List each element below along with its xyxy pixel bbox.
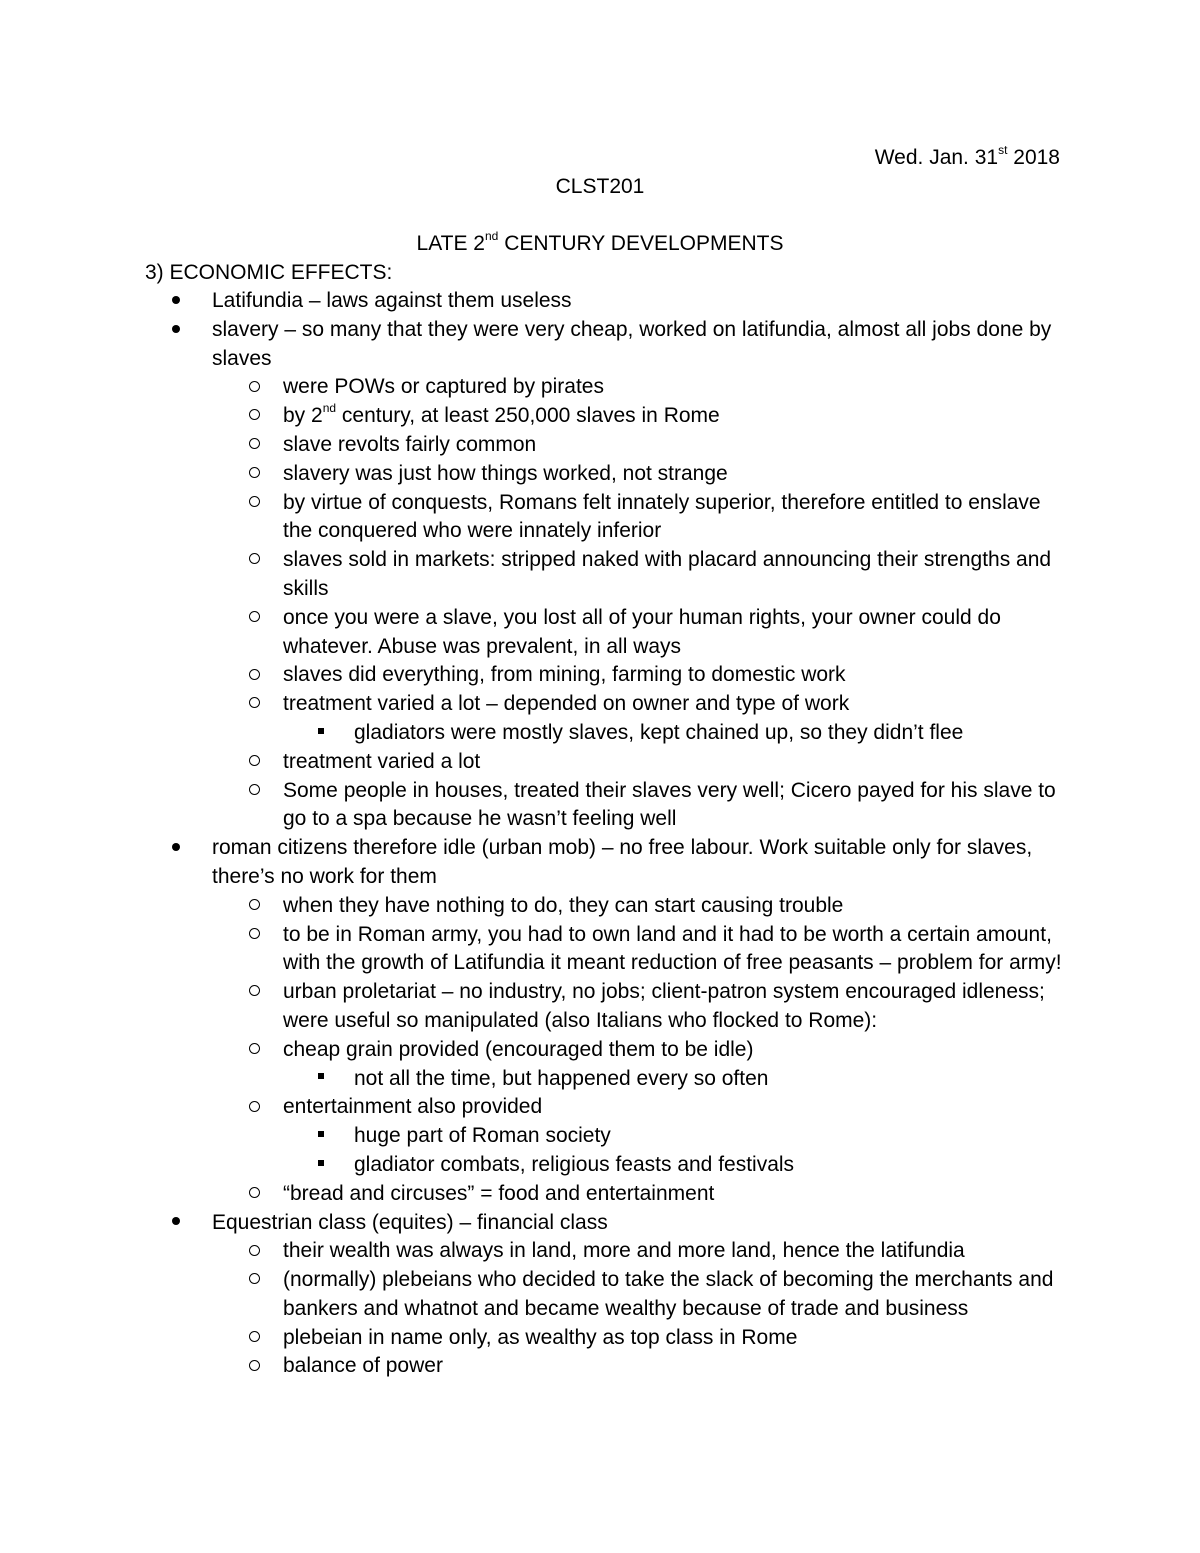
sub-bullet-item xyxy=(0,489,1063,547)
bullet-circle-icon xyxy=(249,1266,260,1295)
sub-sub-bullet-item xyxy=(0,719,1054,748)
sub-bullet-item xyxy=(0,1036,1063,1065)
bullet-text: by virtue of conquests, Romans felt innately superior, therefore entitled to enslave the conquered who were innately inferior xyxy=(283,490,1041,543)
bullet-item xyxy=(0,316,1062,374)
sub-bullet-item xyxy=(0,1266,1063,1324)
bullet-dot-icon xyxy=(172,316,180,345)
bullet-text: “bread and circuses” = food and entertainment xyxy=(283,1181,715,1205)
bullet-circle-icon xyxy=(249,661,260,690)
sub-bullet-item xyxy=(0,546,1063,604)
bullet-text: roman citizens therefore idle (urban mob) – no free labour. Work suitable only for slaves, there’s no work for them xyxy=(212,836,1033,888)
sub-bullet-item xyxy=(0,460,1063,489)
bullet-circle-icon xyxy=(249,489,260,518)
bullet-text: (normally) plebeians who decided to take the slack of becoming the merchants and bankers and whatnot and became wealthy because of trade and business xyxy=(283,1268,1054,1320)
notes-outline xyxy=(0,287,1200,1381)
title-ordinal-suffix: nd xyxy=(485,229,499,243)
bullet-text: were POWs or captured by pirates xyxy=(283,375,604,399)
sub-bullet-item xyxy=(0,748,1063,777)
bullet-circle-icon xyxy=(249,431,260,460)
bullet-square-icon xyxy=(318,1065,324,1094)
sub-bullet-item xyxy=(0,1324,1063,1353)
course-code: CLST201 xyxy=(555,175,645,198)
bullet-circle-icon xyxy=(249,978,260,1007)
title-text: LATE 2 xyxy=(416,232,485,255)
date-year: 2018 xyxy=(1007,146,1060,169)
section-heading: 3) ECONOMIC EFFECTS: xyxy=(145,261,393,284)
bullet-circle-icon xyxy=(249,690,260,719)
bullet-circle-icon xyxy=(249,604,260,633)
sub-bullet-item xyxy=(0,373,1063,402)
bullet-circle-icon xyxy=(249,373,260,402)
bullet-text xyxy=(283,401,720,428)
bullet-text: once you were a slave, you lost all of your human rights, your owner could do whatever. Abuse was prevalent, in all ways xyxy=(283,605,1001,658)
page-title xyxy=(0,229,1200,258)
bullet-text: their wealth was always in land, more and more land, hence the latifundia xyxy=(283,1239,965,1263)
bullet-text: when they have nothing to do, they can start causing trouble xyxy=(283,893,844,917)
bullet-circle-icon xyxy=(249,460,260,489)
bullet-text: cheap grain provided (encouraged them to be idle) xyxy=(283,1037,754,1061)
sub-bullet-item xyxy=(0,431,1063,460)
bullet-circle-icon xyxy=(249,1180,260,1209)
bullet-item xyxy=(0,834,1062,892)
bullet-circle-icon xyxy=(249,1352,260,1381)
bullet-circle-icon xyxy=(249,892,260,921)
bullet-text: slavery was just how things worked, not strange xyxy=(283,461,728,485)
bullet-text: not all the time, but happened every so often xyxy=(354,1066,769,1090)
bullet-text: slave revolts fairly common xyxy=(283,432,537,456)
sub-sub-bullet-item xyxy=(0,1065,1054,1094)
bullet-text: gladiators were mostly slaves, kept chained up, so they didn’t flee xyxy=(354,720,964,744)
sub-bullet-item xyxy=(0,921,1063,979)
sub-bullet-item xyxy=(0,604,1063,662)
bullet-text: huge part of Roman society xyxy=(354,1124,611,1148)
bullet-text: slaves did everything, from mining, farming to domestic work xyxy=(283,663,846,687)
bullet-square-icon xyxy=(318,719,324,748)
sub-bullet-item xyxy=(0,402,1063,431)
ordinal-suffix: nd xyxy=(322,401,337,416)
bullet-circle-icon xyxy=(249,546,260,575)
bullet-text: Equestrian class (equites) – financial class xyxy=(212,1210,608,1234)
bullet-text: Latifundia – laws against them useless xyxy=(212,289,572,312)
bullet-circle-icon xyxy=(249,921,260,950)
bullet-circle-icon xyxy=(249,402,260,431)
bullet-dot-icon xyxy=(172,287,180,316)
bullet-circle-icon xyxy=(249,748,260,777)
bullet-dot-icon xyxy=(172,1209,180,1238)
bullet-square-icon xyxy=(318,1122,324,1151)
bullet-dot-icon xyxy=(172,834,180,863)
bullet-circle-icon xyxy=(249,777,260,806)
bullet-text-part: century, at least 250,000 slaves in Rome xyxy=(336,404,720,428)
bullet-circle-icon xyxy=(249,1036,260,1065)
bullet-circle-icon xyxy=(249,1237,260,1266)
sub-sub-bullet-item xyxy=(0,1151,1054,1180)
sub-bullet-item xyxy=(0,978,1063,1036)
date-ordinal-suffix: st xyxy=(998,143,1008,157)
bullet-text: plebeian in name only, as wealthy as top class in Rome xyxy=(283,1325,798,1349)
title-rest: CENTURY DEVELOPMENTS xyxy=(498,232,784,255)
bullet-item xyxy=(0,1209,1062,1238)
bullet-item xyxy=(0,287,1062,316)
bullet-text: treatment varied a lot – depended on owner and type of work xyxy=(283,692,850,716)
bullet-text: balance of power xyxy=(283,1354,443,1378)
bullet-circle-icon xyxy=(249,1324,260,1353)
date-text: Wed. Jan. 31 xyxy=(874,146,999,169)
sub-bullet-item xyxy=(0,690,1063,719)
bullet-text: slavery – so many that they were very cheap, worked on latifundia, almost all jobs done by slaves xyxy=(212,317,1052,370)
sub-bullet-item xyxy=(0,661,1063,690)
bullet-text-part: by 2 xyxy=(283,404,323,428)
bullet-text: slaves sold in markets: stripped naked with placard announcing their strengths and skills xyxy=(283,548,1052,600)
bullet-text: Some people in houses, treated their slaves very well; Cicero payed for his slave to go to a spa because he wasn’t feeling well xyxy=(283,778,1056,831)
bullet-text: entertainment also provided xyxy=(283,1095,543,1119)
sub-bullet-item xyxy=(0,1352,1063,1381)
sub-sub-bullet-item xyxy=(0,1122,1054,1151)
note-date xyxy=(875,143,1060,172)
bullet-text: gladiator combats, religious feasts and festivals xyxy=(354,1152,795,1176)
sub-bullet-item xyxy=(0,1093,1063,1122)
sub-bullet-item xyxy=(0,1237,1063,1266)
bullet-text: to be in Roman army, you had to own land and it had to be worth a certain amount, with the growth of Latifundia it meant reduction of free peasants – problem for army! xyxy=(283,922,1062,975)
sub-bullet-item xyxy=(0,1180,1063,1209)
bullet-square-icon xyxy=(318,1151,324,1180)
bullet-circle-icon xyxy=(249,1093,260,1122)
sub-bullet-item xyxy=(0,777,1063,835)
bullet-text: urban proletariat – no industry, no jobs; client-patron system encouraged idleness; were useful so manipulated (also Italians who flocked to Rome): xyxy=(283,980,1045,1032)
bullet-text: treatment varied a lot xyxy=(283,749,481,773)
sub-bullet-item xyxy=(0,892,1063,921)
